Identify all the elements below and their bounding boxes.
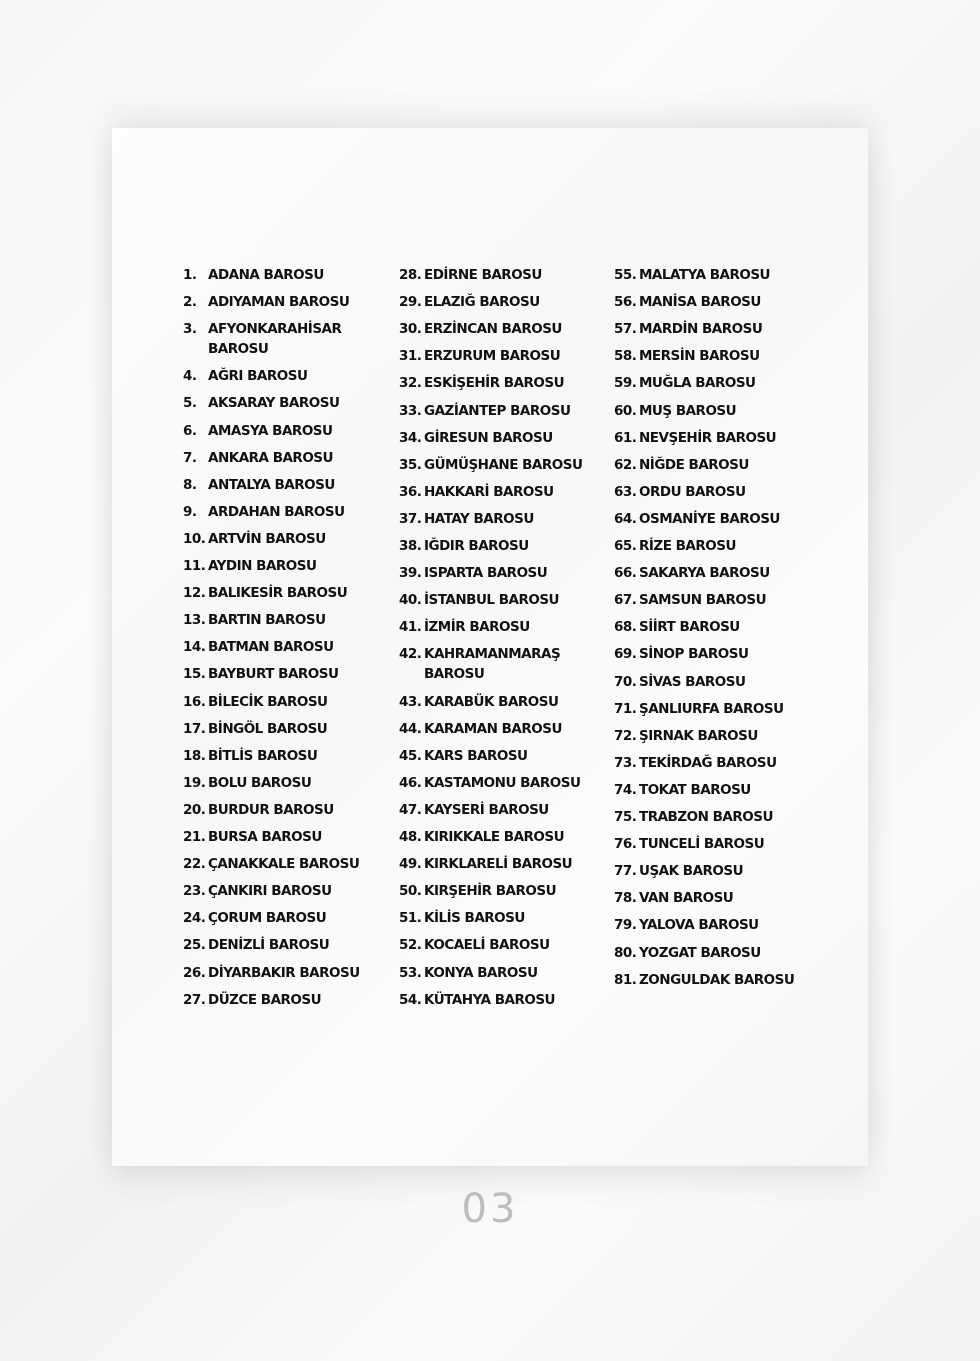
item-number: 20. <box>183 801 206 818</box>
item-number: 17. <box>183 720 206 737</box>
item-number: 13. <box>183 612 206 629</box>
item-name: ADANA BAROSU <box>208 267 324 283</box>
item-number: 41. <box>399 619 422 636</box>
item-number: 8. <box>183 476 197 493</box>
item-name: TUNCELİ BAROSU <box>639 836 765 853</box>
item-number: 70. <box>614 673 637 690</box>
item-number: 62. <box>614 456 637 473</box>
item-number: 39. <box>399 565 422 582</box>
item-number: 60. <box>614 402 637 419</box>
item-name: DENİZLİ BAROSU <box>208 937 330 954</box>
item-name: TRABZON BAROSU <box>639 809 773 825</box>
item-name: KARS BAROSU <box>424 747 528 764</box>
item-name: SİVAS BAROSU <box>639 673 746 690</box>
item-name: MUĞLA BAROSU <box>639 375 756 392</box>
item-number: 12. <box>183 585 206 602</box>
item-name: DÜZCE BAROSU <box>208 991 322 1008</box>
item-number: 19. <box>183 774 206 791</box>
item-name: SİNOP BAROSU <box>639 646 749 663</box>
item-name: ELAZIĞ BAROSU <box>424 294 540 311</box>
item-name: ERZİNCAN BAROSU <box>424 321 562 338</box>
item-name: ORDU BAROSU <box>639 483 746 500</box>
item-name: BİNGÖL BAROSU <box>208 720 328 737</box>
item-name: ZONGULDAK BAROSU <box>639 971 795 988</box>
item-name: MERSİN BAROSU <box>639 348 760 365</box>
item-number: 47. <box>399 801 422 818</box>
item-name: GÜMÜŞHANE BAROSU <box>424 456 583 473</box>
item-name: UŞAK BAROSU <box>639 863 744 880</box>
item-number: 76. <box>614 836 637 853</box>
item-number: 65. <box>614 538 637 554</box>
item-name: ANKARA BAROSU <box>208 449 333 466</box>
item-number: 30. <box>399 321 422 338</box>
item-name: SAMSUN BAROSU <box>639 592 767 609</box>
item-number: 5. <box>183 395 197 412</box>
item-number: 68. <box>614 619 637 636</box>
item-number: 67. <box>614 592 637 609</box>
item-number: 10. <box>183 530 206 547</box>
item-number: 4. <box>183 368 197 385</box>
item-name: VAN BAROSU <box>639 890 734 907</box>
item-name: BOLU BAROSU <box>208 774 312 791</box>
item-name: HATAY BAROSU <box>424 510 534 527</box>
item-name: ŞIRNAK BAROSU <box>639 727 758 744</box>
item-name: OSMANİYE BAROSU <box>639 510 780 527</box>
item-number: 11. <box>183 558 206 574</box>
item-name: BATMAN BAROSU <box>208 639 334 656</box>
item-name: KARABÜK BAROSU <box>424 693 559 710</box>
item-number: 6. <box>183 422 197 439</box>
item-number: 48. <box>399 829 422 845</box>
item-number: 37. <box>399 510 422 527</box>
item-number: 31. <box>399 348 422 365</box>
item-name: AYDIN BAROSU <box>208 558 317 574</box>
item-name: RİZE BAROSU <box>639 538 736 554</box>
item-number: 40. <box>399 592 422 609</box>
item-name-continued: BAROSU <box>208 341 269 358</box>
item-number: 23. <box>183 883 206 900</box>
item-name: ISPARTA BAROSU <box>424 565 548 582</box>
item-number: 72. <box>614 727 637 744</box>
item-name: BİTLİS BAROSU <box>208 747 318 764</box>
item-number: 27. <box>183 991 206 1008</box>
item-name: MUŞ BAROSU <box>639 402 737 419</box>
item-number: 51. <box>399 910 422 927</box>
item-name: KASTAMONU BAROSU <box>424 774 581 791</box>
item-name: KIRKLARELİ BAROSU <box>424 856 573 873</box>
item-name: ARTVİN BAROSU <box>208 530 326 547</box>
item-number: 42. <box>399 646 422 663</box>
item-number: 7. <box>183 449 197 466</box>
item-name: BARTIN BAROSU <box>208 612 326 629</box>
item-number: 2. <box>183 294 197 311</box>
item-name: BİLECİK BAROSU <box>208 693 328 710</box>
item-number: 9. <box>183 503 197 520</box>
item-number: 66. <box>614 565 637 582</box>
item-number: 32. <box>399 375 422 392</box>
item-number: 49. <box>399 856 422 873</box>
item-number: 28. <box>399 267 422 283</box>
item-number: 38. <box>399 538 422 554</box>
item-name: KİLİS BAROSU <box>424 910 525 927</box>
item-name: KIRŞEHİR BAROSU <box>424 883 557 900</box>
item-number: 57. <box>614 321 637 338</box>
item-number: 78. <box>614 890 637 907</box>
item-name: ARDAHAN BAROSU <box>208 503 345 520</box>
item-number: 73. <box>614 754 637 771</box>
item-name: ESKİŞEHİR BAROSU <box>424 375 565 392</box>
item-name: IĞDIR BAROSU <box>424 538 529 554</box>
item-number: 25. <box>183 937 206 954</box>
item-name: AKSARAY BAROSU <box>208 395 340 412</box>
item-name: GAZİANTEP BAROSU <box>424 402 571 419</box>
item-name: AĞRI BAROSU <box>208 368 308 385</box>
item-name: YOZGAT BAROSU <box>639 944 761 961</box>
item-number: 54. <box>399 991 422 1008</box>
item-name: KAHRAMANMARAŞ <box>424 646 561 663</box>
item-number: 15. <box>183 666 206 683</box>
item-name: MARDİN BAROSU <box>639 321 763 338</box>
item-name: ERZURUM BAROSU <box>424 348 561 365</box>
item-number: 24. <box>183 910 206 927</box>
item-number: 63. <box>614 483 637 500</box>
item-number: 71. <box>614 700 637 717</box>
item-name: BAYBURT BAROSU <box>208 666 339 683</box>
item-number: 18. <box>183 747 206 764</box>
item-name: İSTANBUL BAROSU <box>424 592 560 609</box>
item-name: KARAMAN BAROSU <box>424 720 562 737</box>
item-number: 35. <box>399 456 422 473</box>
item-name: KIRIKKALE BAROSU <box>424 829 565 845</box>
item-name: ŞANLIURFA BAROSU <box>639 700 784 717</box>
item-number: 22. <box>183 856 206 873</box>
item-number: 77. <box>614 863 637 880</box>
item-number: 16. <box>183 693 206 710</box>
item-number: 55. <box>614 267 637 283</box>
item-number: 26. <box>183 964 206 981</box>
item-number: 21. <box>183 829 206 845</box>
item-number: 56. <box>614 294 637 311</box>
item-name: SAKARYA BAROSU <box>639 565 770 582</box>
item-number: 44. <box>399 720 422 737</box>
item-name: ANTALYA BAROSU <box>208 476 335 493</box>
item-number: 81. <box>614 971 637 988</box>
item-number: 3. <box>183 321 197 338</box>
item-name: KAYSERİ BAROSU <box>424 801 549 818</box>
item-number: 43. <box>399 693 422 710</box>
item-number: 75. <box>614 809 637 825</box>
item-name: KONYA BAROSU <box>424 964 538 981</box>
item-name: İZMİR BAROSU <box>424 619 530 636</box>
item-number: 45. <box>399 747 422 764</box>
item-number: 79. <box>614 917 637 934</box>
page-number: 03 <box>461 1186 519 1232</box>
item-number: 50. <box>399 883 422 900</box>
item-name: BURDUR BAROSU <box>208 801 334 818</box>
item-number: 59. <box>614 375 637 392</box>
item-number: 29. <box>399 294 422 311</box>
item-name: EDİRNE BAROSU <box>424 267 542 283</box>
item-name: MALATYA BAROSU <box>639 267 771 283</box>
item-number: 14. <box>183 639 206 656</box>
item-number: 33. <box>399 402 422 419</box>
item-name: BALIKESİR BAROSU <box>208 585 348 602</box>
item-name: ÇANKIRI BAROSU <box>208 883 332 900</box>
item-number: 74. <box>614 781 637 798</box>
item-number: 69. <box>614 646 637 663</box>
item-name: GİRESUN BAROSU <box>424 429 553 446</box>
item-number: 61. <box>614 429 637 446</box>
item-name: TEKİRDAĞ BAROSU <box>639 754 777 771</box>
item-name: HAKKARİ BAROSU <box>424 483 554 500</box>
item-number: 46. <box>399 774 422 791</box>
item-name: KÜTAHYA BAROSU <box>424 991 556 1008</box>
item-name: TOKAT BAROSU <box>639 781 751 798</box>
item-name: SİİRT BAROSU <box>639 619 740 636</box>
item-name: NEVŞEHİR BAROSU <box>639 429 777 446</box>
item-name: ÇORUM BAROSU <box>208 910 327 927</box>
item-name: ADIYAMAN BAROSU <box>208 294 350 311</box>
item-name: AMASYA BAROSU <box>208 422 333 439</box>
item-number: 1. <box>183 267 197 283</box>
item-number: 53. <box>399 964 422 981</box>
item-number: 34. <box>399 429 422 446</box>
item-name: MANİSA BAROSU <box>639 294 761 311</box>
item-name-continued: BAROSU <box>424 666 485 683</box>
item-name: KOCAELİ BAROSU <box>424 937 550 954</box>
item-name: DİYARBAKIR BAROSU <box>208 964 360 981</box>
item-name: ÇANAKKALE BAROSU <box>208 856 360 873</box>
item-number: 36. <box>399 483 422 500</box>
item-number: 64. <box>614 510 637 527</box>
item-number: 80. <box>614 944 637 961</box>
item-name: YALOVA BAROSU <box>639 917 759 934</box>
item-number: 58. <box>614 348 637 365</box>
item-number: 52. <box>399 937 422 954</box>
item-name: AFYONKARAHİSAR <box>208 321 342 338</box>
item-name: BURSA BAROSU <box>208 829 322 845</box>
item-name: NİĞDE BAROSU <box>639 456 749 473</box>
